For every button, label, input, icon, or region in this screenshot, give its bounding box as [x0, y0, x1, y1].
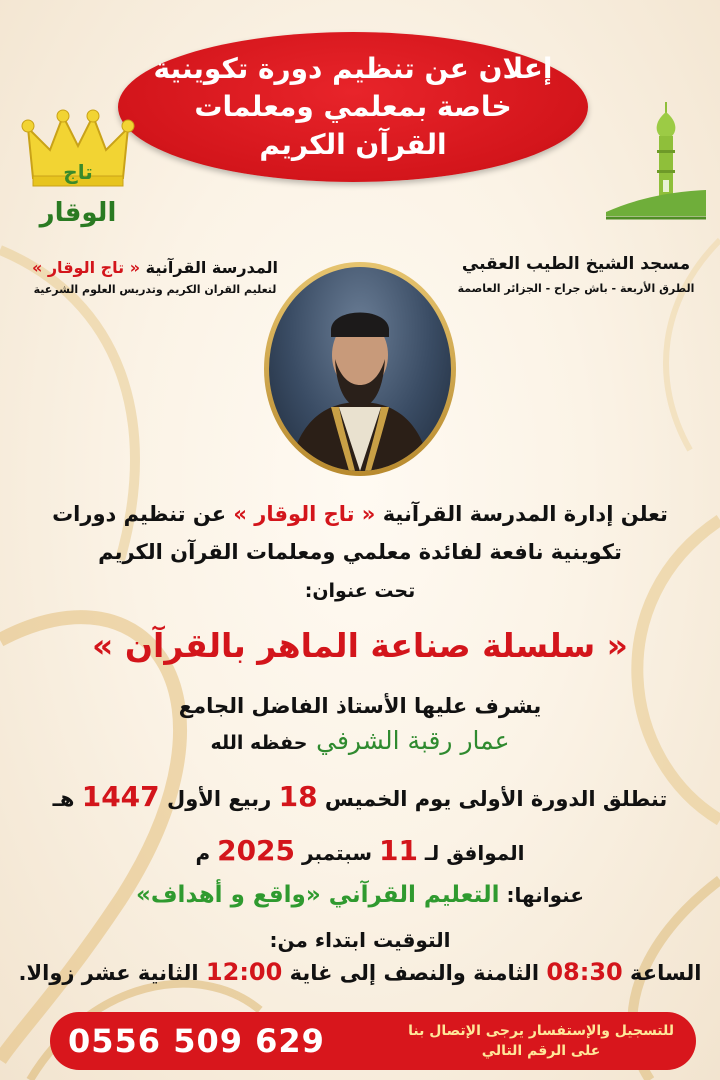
timing-heading: التوقيت ابتداء من:: [269, 928, 451, 952]
gregorian-day: 11: [378, 834, 418, 867]
gregorian-date-line: [0, 834, 720, 867]
school-name-highlight: « تاج الوقار »: [31, 258, 141, 277]
teacher-name: عمار رقبة الشرفي: [316, 726, 510, 755]
school-info: [20, 258, 290, 296]
school-name: [20, 258, 290, 277]
hijri-day: 18: [278, 780, 318, 813]
announcement-school-name: « تاج الوقار »: [233, 502, 376, 526]
hijri-month: ربيع الأول: [166, 787, 272, 811]
hijri-date-line: [0, 780, 720, 813]
hijri-suffix: هـ: [52, 787, 75, 811]
mosque-name: مسجد الشيخ الطيب العقبي: [461, 254, 691, 274]
mosque-info: [446, 254, 706, 295]
teacher-line: [0, 726, 720, 755]
title-line-3: القرآن الكريم: [259, 128, 447, 161]
phone-number[interactable]: 0556 509 629: [68, 1022, 325, 1060]
topic-line: [0, 882, 720, 908]
timing-prefix: الساعة: [630, 961, 702, 985]
teacher-portrait: [269, 267, 451, 471]
mosque-address: الطرق الأربعة - باش جراح - الجزائر العاصمة: [457, 282, 695, 295]
topic-value: التعليم القرآني «واقع و أهداف»: [135, 882, 500, 908]
crown-logo-text-top: تاج: [63, 160, 93, 184]
hijri-year: 1447: [81, 780, 160, 813]
gregorian-suffix: م: [195, 841, 211, 865]
gregorian-date-prefix: الموافق لـ: [424, 841, 525, 865]
teacher-suffix: حفظه الله: [210, 732, 308, 754]
timing-start: 08:30: [546, 958, 623, 986]
announcement-line-1: [0, 502, 720, 526]
announcement-line-1-a: تعلن إدارة المدرسة القرآنية: [382, 502, 668, 526]
school-subtitle: لتعليم القران الكريم وتدريس العلوم الشرعية: [33, 283, 277, 296]
mosque-icon: [604, 100, 708, 228]
person-illustration: [269, 267, 451, 471]
portrait-frame: [264, 262, 456, 476]
timing-end: 12:00: [205, 958, 283, 986]
school-name-prefix: المدرسة القرآنية: [145, 258, 279, 277]
announcement-line-2: تكوينية نافعة لفائدة معلمي ومعلمات القرآن الكريم: [98, 540, 622, 564]
supervisor-line: يشرف عليها الأستاذ الفاضل الجامع: [178, 694, 542, 718]
announcement-line-3: تحت عنوان:: [304, 580, 416, 602]
crown-logo-text-bottom: الوقار: [39, 198, 117, 228]
title-line-1: إعلان عن تنظيم دورة تكوينية: [153, 52, 553, 85]
hijri-date-prefix: تنطلق الدورة الأولى يوم الخميس: [324, 787, 668, 811]
announcement-line-1-b: عن تنظيم دورات: [52, 502, 227, 526]
contact-cta-line-1: للتسجيل والإستفسار يرجى الإتصال بنا: [408, 1023, 674, 1039]
timing-middle: الثامنة والنصف إلى غاية: [289, 961, 540, 985]
contact-banner: [50, 1012, 696, 1070]
gregorian-month: سبتمبر: [302, 841, 373, 865]
timing-line: [0, 958, 720, 986]
timing-suffix: الثانية عشر زوالا.: [18, 961, 199, 985]
title-banner: [118, 32, 588, 182]
title-line-2: خاصة بمعلمي ومعلمات: [194, 90, 512, 123]
series-title: « سلسلة صناعة الماهر بالقرآن »: [92, 626, 628, 665]
contact-cta-line-2: على الرقم التالي: [481, 1043, 601, 1059]
topic-label: عنوانها:: [506, 883, 584, 907]
contact-cta: [408, 1021, 674, 1061]
gregorian-year: 2025: [217, 834, 296, 867]
